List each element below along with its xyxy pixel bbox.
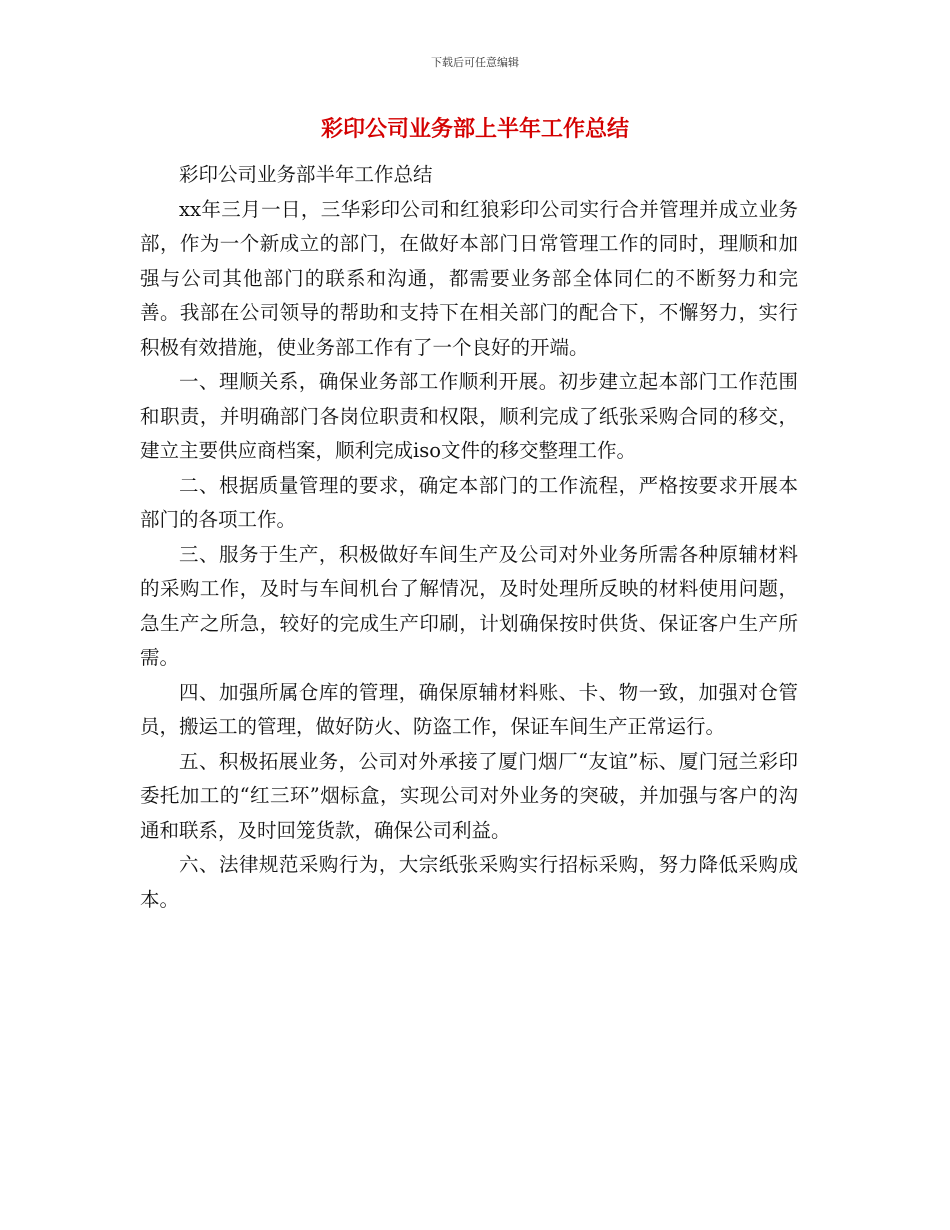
paragraph-1: 一、理顺关系，确保业务部工作顺利开展。初步建立起本部门工作范围和职责，并明确部门各岗位职责和权限，顺利完成了纸张采购合同的移交，建立主要供应商档案，顺利完成iso文件的移交整理工作。 bbox=[140, 370, 798, 462]
paragraph-4: 四、加强所属仓库的管理，确保原辅材料账、卡、物一致，加强对仓管员，搬运工的管理，做好防火、防盗工作，保证车间生产正常运行。 bbox=[140, 680, 798, 738]
document-body bbox=[140, 158, 798, 917]
header-note: 下载后可任意编辑 bbox=[431, 56, 519, 69]
subtitle-paragraph: 彩印公司业务部半年工作总结 bbox=[179, 163, 433, 186]
paragraph-3: 三、服务于生产，积极做好车间生产及公司对外业务所需各种原辅材料的采购工作，及时与车间机台了解情况，及时处理所反映的材料使用问题，急生产之所急，较好的完成生产印刷，计划确保按时供货、保证客户生产所需。 bbox=[140, 542, 798, 669]
paragraph-5: 五、积极拓展业务，公司对外承接了厦门烟厂“友谊”标、厦门冠兰彩印委托加工的“红三环”烟标盒，实现公司对外业务的突破，并加强与客户的沟通和联系，及时回笼货款，确保公司利益。 bbox=[140, 749, 798, 842]
paragraph-intro: xx年三月一日，三华彩印公司和红狼彩印公司实行合并管理并成立业务部，作为一个新成立的部门，在做好本部门日常管理工作的同时，理顺和加强与公司其他部门的联系和沟通，都需要业务部全体同仁的不断努力和完善。我部在公司领导的帮助和支持下在相关部门的配合下，不懈努力，实行积极有效措施，使业务部工作有了一个良好的开端。 bbox=[140, 197, 798, 359]
paragraph-6: 六、法律规范采购行为，大宗纸张采购实行招标采购，努力降低采购成本。 bbox=[140, 853, 798, 911]
document-title: 彩印公司业务部上半年工作总结 bbox=[320, 117, 629, 142]
paragraph-2: 二、根据质量管理的要求，确定本部门的工作流程，严格按要求开展本部门的各项工作。 bbox=[140, 473, 798, 531]
